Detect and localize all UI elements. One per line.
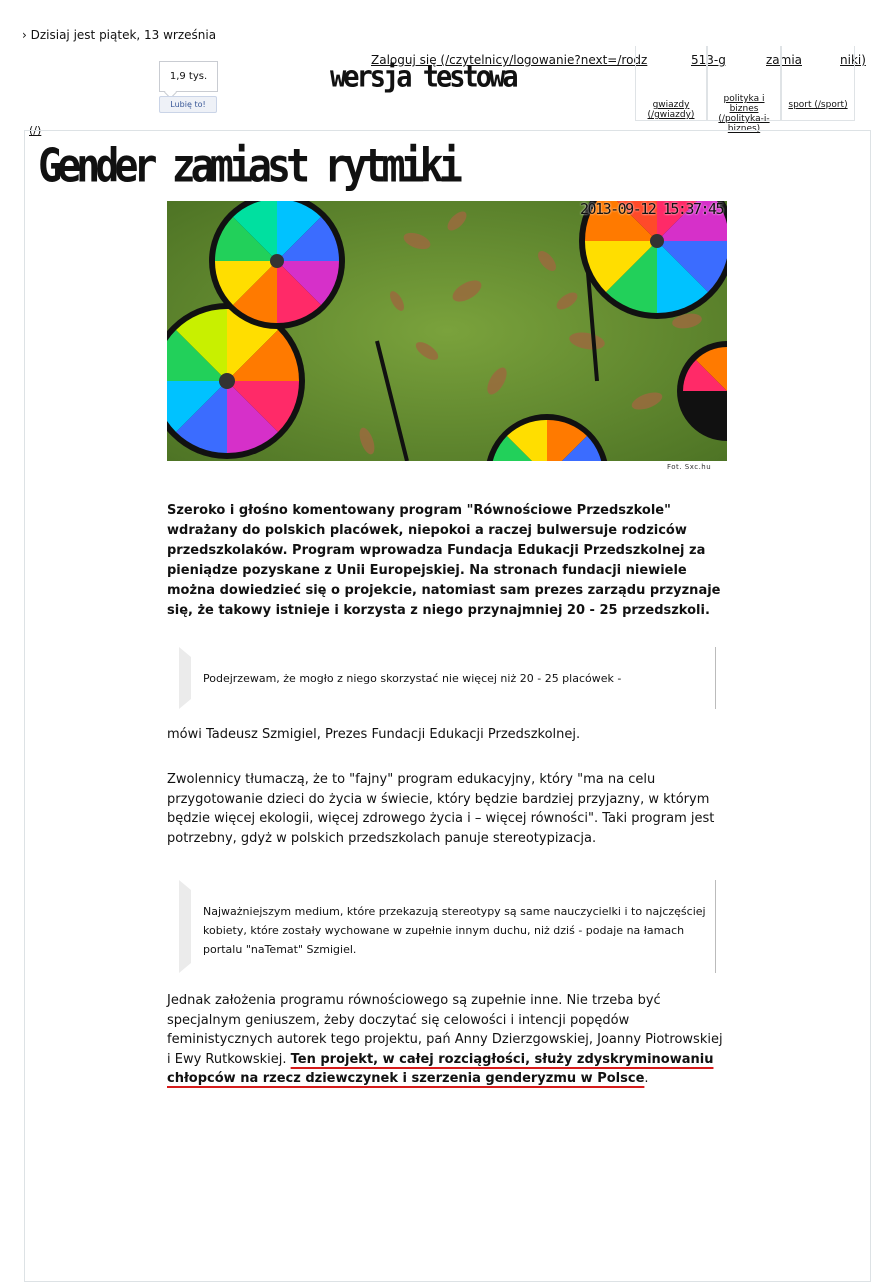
article-paragraph: mówi Tadeusz Szmigiel, Prezes Fundacji Edukacji Przedszkolnej. — [167, 727, 581, 742]
article-photo — [167, 201, 727, 461]
login-link[interactable]: Zaloguj się (/czytelnicy/logowanie?next=/rodz — [371, 53, 648, 67]
highlighted-text: Ten projekt, w całej rozciągłości, służy zdyskryminowaniu chłopców na rzecz dziewczynek i szerzenia genderyzmu w Polsce — [167, 1051, 714, 1086]
article-paragraph: Jednak założenia programu równościowego są zupełnie inne. Nie trzeba być specjalnym geniuszem, żeby doczytać się celowości i intencji popędów feministycznych autorek tego projektu, pań Anny Dzierzgowskiej, Joanny Piotrowskiej i Ewy Rutkowskiej. Ten projekt, w całej rozciągłości, służy zdyskryminowaniu chłopców na rzecz dziewczynek i szerzenia genderyzmu w Polsce. — [167, 993, 723, 1086]
quote-text: Podejrzewam, że mogło z niego skorzystać nie więcej niż 20 - 25 placówek - — [203, 672, 622, 685]
blockquote — [179, 647, 716, 709]
like-count: 1,9 tys. — [169, 71, 208, 82]
article-lead: Szeroko i głośno komentowany program "Równościowe Przedszkole" wdrażany do polskich placówek, niepokoi a raczej bulwersuje rodziców przedszkolaków. Program wprowadza Fundacja Edukacji Przedszkolnej za pieniądze pozyskane z Unii Europejskiej. Na stronach fundacji niewiele można dowiedzieć się o projekcie, natomiast sam prezes zarządu przyznaje się, że takowy istnieje i korzysta z niego przynajmniej 20 - 25 przedszkoli. — [167, 503, 721, 618]
nav-item-label[interactable]: polityka i biznes (/polityka-i-biznes) — [718, 94, 770, 134]
article-timestamp: 2013-09-12 15:37:45 — [580, 200, 724, 218]
nav-item-sport[interactable] — [781, 46, 855, 121]
quote-text: Najważniejszym medium, które przekazują stereotypy są same nauczycielki i to najczęściej kobiety, które zostały wychowane w zupełnie innym duchu, niż dziś - podaje na łamach portalu "naTemat" Szmigiel. — [203, 905, 706, 956]
pinwheels-photo — [167, 201, 727, 461]
nav-item-label[interactable]: sport (/sport) — [788, 100, 848, 110]
top-link-fragment-2[interactable]: zamia — [766, 53, 802, 67]
like-button[interactable]: Lubię to! — [159, 96, 217, 113]
blockquote — [179, 880, 716, 973]
top-link-fragment-3[interactable]: niki) — [840, 53, 866, 67]
article-title: Gender zamiast rytmiki — [38, 140, 458, 193]
nav-item-label[interactable]: gwiazdy (/gwiazdy) — [647, 100, 695, 120]
current-date: › Dzisiaj jest piątek, 13 września — [22, 28, 217, 42]
photo-credit: Fot. Sxc.hu — [667, 463, 712, 471]
like-count-bubble — [159, 61, 218, 92]
article-paragraph: Zwolennicy tłumaczą, że to "fajny" program edukacyjny, który "ma na celu przygotowanie dzieci do życia w świecie, który będzie bardziej przyjazny, w którym będzie więcej ekologii, więcej zdrowego życia i – więcej równości". Taki program jest potrzebny, gdyż w polskich przedszkolach panuje stereotypizacja. — [167, 772, 715, 846]
home-link[interactable]: (/) — [29, 124, 42, 137]
nav-item-polityka[interactable] — [707, 46, 781, 134]
nav-item-gwiazdy[interactable] — [635, 46, 707, 121]
site-title: wersja testowa — [330, 60, 516, 95]
top-link-fragment-1[interactable]: 513-g — [691, 53, 726, 67]
paragraph-text: Jednak założenia programu równościowego są zupełnie inne. Nie trzeba być specjalnym geniuszem, żeby doczytać się celowości i intencji popędów feministycznych autorek tego projektu, pań Anny Dzierzgowskiej, Joanny Piotrowskiej i Ewy Rutkowskiej. — [167, 993, 723, 1067]
